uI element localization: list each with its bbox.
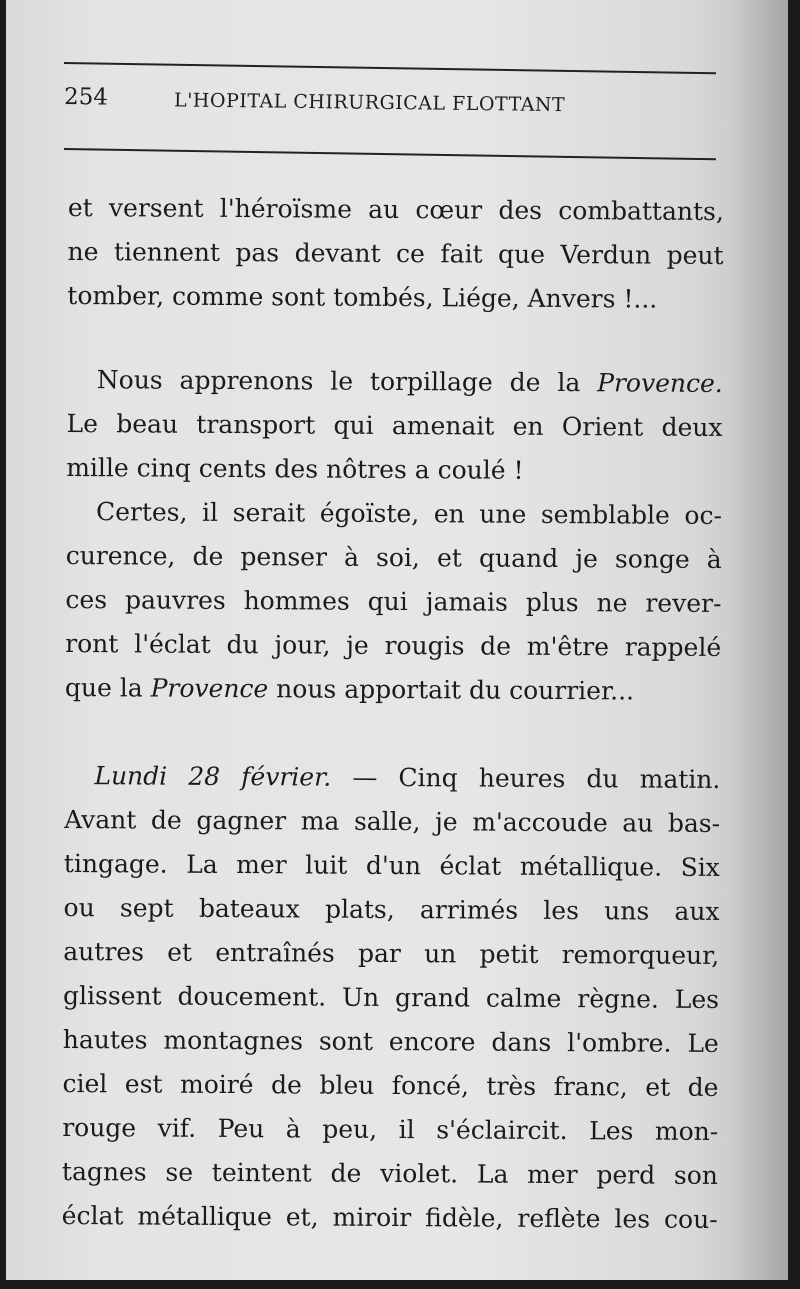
text-line: ou sept bateaux plats, arrimés les uns aux xyxy=(63,892,720,926)
text-line: mille cinq cents des nôtres a coulé ! xyxy=(66,452,524,485)
text-line xyxy=(64,754,720,802)
paragraph-3 xyxy=(65,490,722,714)
text-line: rouge vif. Peu à peu, il s'éclaircit. Les mon- xyxy=(62,1112,719,1146)
header-top-rule xyxy=(64,62,716,74)
text-line: Certes, il serait égoïste, en une semblable oc- xyxy=(95,497,723,531)
text-fragment: — Cinq heures du matin. xyxy=(331,762,721,794)
running-header xyxy=(64,84,664,127)
text-line: tagnes se teintent de violet. La mer perd son xyxy=(61,1156,719,1190)
paragraph-2 xyxy=(66,358,723,494)
ship-name-italic: Provence. xyxy=(597,368,723,399)
header-bottom-rule xyxy=(64,148,716,160)
text-line xyxy=(65,666,721,714)
text-line: Le beau transport qui amenait en Orient deux xyxy=(66,408,723,443)
text-line: ne tiennent pas devant ce fait que Verdun peut xyxy=(67,236,724,271)
paragraph-gap xyxy=(67,318,723,362)
paragraph-1 xyxy=(67,186,724,322)
text-line: Avant de gagner ma salle, je m'accoude au bas- xyxy=(64,804,721,838)
text-line: tomber, comme sont tombés, Liége, Anvers !... xyxy=(67,280,658,314)
text-line: tingage. La mer luit d'un éclat métallique. Six xyxy=(63,848,720,882)
text-line xyxy=(67,358,723,406)
text-line: curence, de penser à soi, et quand je songe à xyxy=(65,540,722,575)
book-page xyxy=(6,0,788,1280)
body-text xyxy=(62,186,724,1242)
text-line: autres et entraînés par un petit remorqueur, xyxy=(63,936,720,970)
text-line: hautes montagnes sont encore dans l'ombre. Le xyxy=(62,1024,719,1058)
date-heading-italic: Lundi 28 février. xyxy=(94,761,332,792)
running-title: L'HOPITAL CHIRURGICAL FLOTTANT xyxy=(173,89,566,117)
text-line: éclat métallique et, miroir fidèle, reflète les cou- xyxy=(61,1200,718,1234)
text-line: et versent l'héroïsme au cœur des combattants, xyxy=(67,192,724,227)
ship-name-italic: Provence xyxy=(150,673,269,704)
text-fragment: Nous apprenons le torpillage de la xyxy=(96,365,598,398)
text-line: ciel est moiré de bleu foncé, très franc, et de xyxy=(62,1068,719,1102)
text-fragment: que la xyxy=(64,672,151,703)
page-number: 254 xyxy=(63,84,109,111)
text-fragment: nous apportait du courrier... xyxy=(268,674,635,706)
text-line: ces pauvres hommes qui jamais plus ne rever- xyxy=(65,584,722,618)
text-line: glissent doucement. Un grand calme règne. Les xyxy=(62,980,720,1014)
paragraph-4 xyxy=(62,754,721,1242)
paragraph-gap xyxy=(65,710,721,758)
text-line: ront l'éclat du jour, je rougis de m'être rappelé xyxy=(65,628,722,662)
